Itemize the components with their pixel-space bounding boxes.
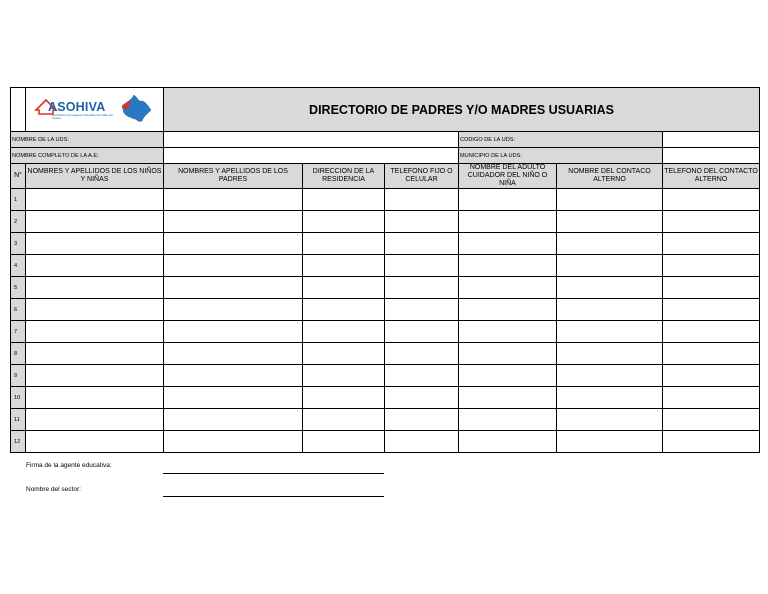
entry-cell[interactable] — [26, 321, 164, 343]
table-row — [11, 255, 760, 277]
table-row — [11, 277, 760, 299]
entry-cell[interactable] — [26, 233, 164, 255]
row-number: 7 — [11, 321, 26, 343]
column-header: N° — [11, 164, 26, 189]
row-number: 5 — [11, 277, 26, 299]
entry-cell[interactable] — [303, 409, 385, 431]
entry-cell[interactable] — [164, 255, 303, 277]
entry-cell[interactable] — [164, 343, 303, 365]
entry-cell[interactable] — [459, 299, 557, 321]
title-spacer-cell — [11, 88, 26, 132]
entry-cell[interactable] — [26, 387, 164, 409]
entry-cell[interactable] — [459, 365, 557, 387]
entry-cell[interactable] — [459, 255, 557, 277]
entry-cell[interactable] — [663, 189, 760, 211]
signature-label: Firma de la agente educativa: — [26, 462, 112, 469]
entry-cell[interactable] — [663, 211, 760, 233]
entry-cell[interactable] — [459, 189, 557, 211]
entry-cell[interactable] — [385, 189, 459, 211]
users-directory-table — [10, 87, 760, 453]
entry-cell[interactable] — [303, 299, 385, 321]
uds-name-field[interactable] — [164, 132, 459, 148]
entry-cell[interactable] — [663, 277, 760, 299]
sector-label: Nombre del sector: — [26, 486, 81, 493]
entry-cell[interactable] — [164, 365, 303, 387]
entry-cell[interactable] — [459, 233, 557, 255]
entry-cell[interactable] — [663, 431, 760, 453]
column-header: NOMBRE DEL CONTACO ALTERNO — [557, 164, 663, 189]
entry-cell[interactable] — [164, 387, 303, 409]
table-body — [11, 189, 760, 453]
entry-cell[interactable] — [459, 343, 557, 365]
entry-cell[interactable] — [459, 409, 557, 431]
municipality-field[interactable] — [663, 148, 760, 164]
entry-cell[interactable] — [663, 299, 760, 321]
entry-cell[interactable] — [303, 189, 385, 211]
table-row — [11, 189, 760, 211]
entry-cell[interactable] — [303, 233, 385, 255]
entry-cell[interactable] — [557, 255, 663, 277]
entry-cell[interactable] — [385, 321, 459, 343]
row-number: 1 — [11, 189, 26, 211]
entry-cell[interactable] — [26, 189, 164, 211]
ae-name-label: NOMBRE COMPLETO DE LA A.E: — [11, 148, 164, 164]
entry-cell[interactable] — [303, 321, 385, 343]
entry-cell[interactable] — [663, 387, 760, 409]
entry-cell[interactable] — [557, 321, 663, 343]
column-header: DIRECCION DE LA RESIDENCIA — [303, 164, 385, 189]
table-row — [11, 299, 760, 321]
logo-subtitle: Asociación de Hogares Infantiles del Valle del Cauca — [52, 113, 113, 120]
entry-cell[interactable] — [459, 387, 557, 409]
entry-cell[interactable] — [459, 321, 557, 343]
entry-cell[interactable] — [385, 299, 459, 321]
entry-cell[interactable] — [26, 431, 164, 453]
entry-cell[interactable] — [164, 431, 303, 453]
ae-name-field[interactable] — [164, 148, 459, 164]
entry-cell[interactable] — [303, 211, 385, 233]
entry-cell[interactable] — [557, 277, 663, 299]
entry-cell[interactable] — [663, 409, 760, 431]
entry-cell[interactable] — [385, 343, 459, 365]
entry-cell[interactable] — [26, 365, 164, 387]
entry-cell[interactable] — [26, 299, 164, 321]
entry-cell[interactable] — [303, 365, 385, 387]
uds-name-label: NOMBRE DE LA UDS: — [11, 132, 164, 148]
entry-cell[interactable] — [303, 343, 385, 365]
table-row — [11, 233, 760, 255]
entry-cell[interactable] — [385, 255, 459, 277]
entry-cell[interactable] — [557, 387, 663, 409]
entry-cell[interactable] — [557, 409, 663, 431]
entry-cell[interactable] — [557, 365, 663, 387]
page-title: DIRECTORIO DE PADRES Y/O MADRES USUARIAS — [164, 88, 760, 132]
row-number: 10 — [11, 387, 26, 409]
logo — [26, 88, 164, 132]
table-row — [11, 211, 760, 233]
entry-cell[interactable] — [303, 431, 385, 453]
table-row — [11, 343, 760, 365]
entry-cell[interactable] — [385, 277, 459, 299]
column-header: NOMBRES Y APELLIDOS DE LOS NIÑOS Y NIÑAS — [26, 164, 164, 189]
entry-cell[interactable] — [385, 211, 459, 233]
entry-cell[interactable] — [385, 365, 459, 387]
entry-cell[interactable] — [385, 387, 459, 409]
signature-line[interactable] — [163, 473, 384, 474]
entry-cell[interactable] — [385, 431, 459, 453]
entry-cell[interactable] — [557, 299, 663, 321]
entry-cell[interactable] — [164, 233, 303, 255]
entry-cell[interactable] — [557, 431, 663, 453]
row-number: 6 — [11, 299, 26, 321]
column-header: TELEFONO DEL CONTACTO ALTERNO — [663, 164, 760, 189]
row-number: 8 — [11, 343, 26, 365]
entry-cell[interactable] — [663, 365, 760, 387]
entry-cell[interactable] — [303, 255, 385, 277]
column-header-row — [11, 164, 760, 189]
row-number: 2 — [11, 211, 26, 233]
entry-cell[interactable] — [459, 431, 557, 453]
entry-cell[interactable] — [164, 409, 303, 431]
entry-cell[interactable] — [557, 211, 663, 233]
entry-cell[interactable] — [663, 321, 760, 343]
entry-cell[interactable] — [663, 255, 760, 277]
entry-cell[interactable] — [164, 189, 303, 211]
entry-cell[interactable] — [164, 299, 303, 321]
row-number: 12 — [11, 431, 26, 453]
entry-cell[interactable] — [26, 211, 164, 233]
sector-line[interactable] — [163, 496, 384, 497]
table-row — [11, 387, 760, 409]
uds-code-label: CODIGO DE LA UDS: — [459, 132, 663, 148]
row-number: 4 — [11, 255, 26, 277]
entry-cell[interactable] — [26, 277, 164, 299]
entry-cell[interactable] — [164, 277, 303, 299]
column-header: TELEFONO FIJO O CELULAR — [385, 164, 459, 189]
entry-cell[interactable] — [303, 387, 385, 409]
table-row — [11, 365, 760, 387]
entry-cell[interactable] — [557, 233, 663, 255]
entry-cell[interactable] — [663, 233, 760, 255]
entry-cell[interactable] — [303, 277, 385, 299]
uds-code-field[interactable] — [663, 132, 760, 148]
entry-cell[interactable] — [385, 409, 459, 431]
row-number: 3 — [11, 233, 26, 255]
row-number: 9 — [11, 365, 26, 387]
entry-cell[interactable] — [26, 255, 164, 277]
column-header: NOMBRES Y APELLIDOS DE LOS PADRES — [164, 164, 303, 189]
entry-cell[interactable] — [26, 409, 164, 431]
entry-cell[interactable] — [663, 343, 760, 365]
entry-cell[interactable] — [164, 321, 303, 343]
table-row — [11, 409, 760, 431]
entry-cell[interactable] — [164, 211, 303, 233]
entry-cell[interactable] — [459, 211, 557, 233]
municipality-label: MUNICIPIO DE LA UDS: — [459, 148, 663, 164]
logo-text: ASOHIVA — [48, 100, 106, 114]
table-row — [11, 431, 760, 453]
row-number: 11 — [11, 409, 26, 431]
entry-cell[interactable] — [557, 189, 663, 211]
column-header: NOMBRE DEL ADULTO CUIDADOR DEL NIÑO O NIÑA — [459, 164, 557, 189]
table-row — [11, 321, 760, 343]
entry-cell[interactable] — [459, 277, 557, 299]
entry-cell[interactable] — [385, 233, 459, 255]
entry-cell[interactable] — [26, 343, 164, 365]
entry-cell[interactable] — [557, 343, 663, 365]
